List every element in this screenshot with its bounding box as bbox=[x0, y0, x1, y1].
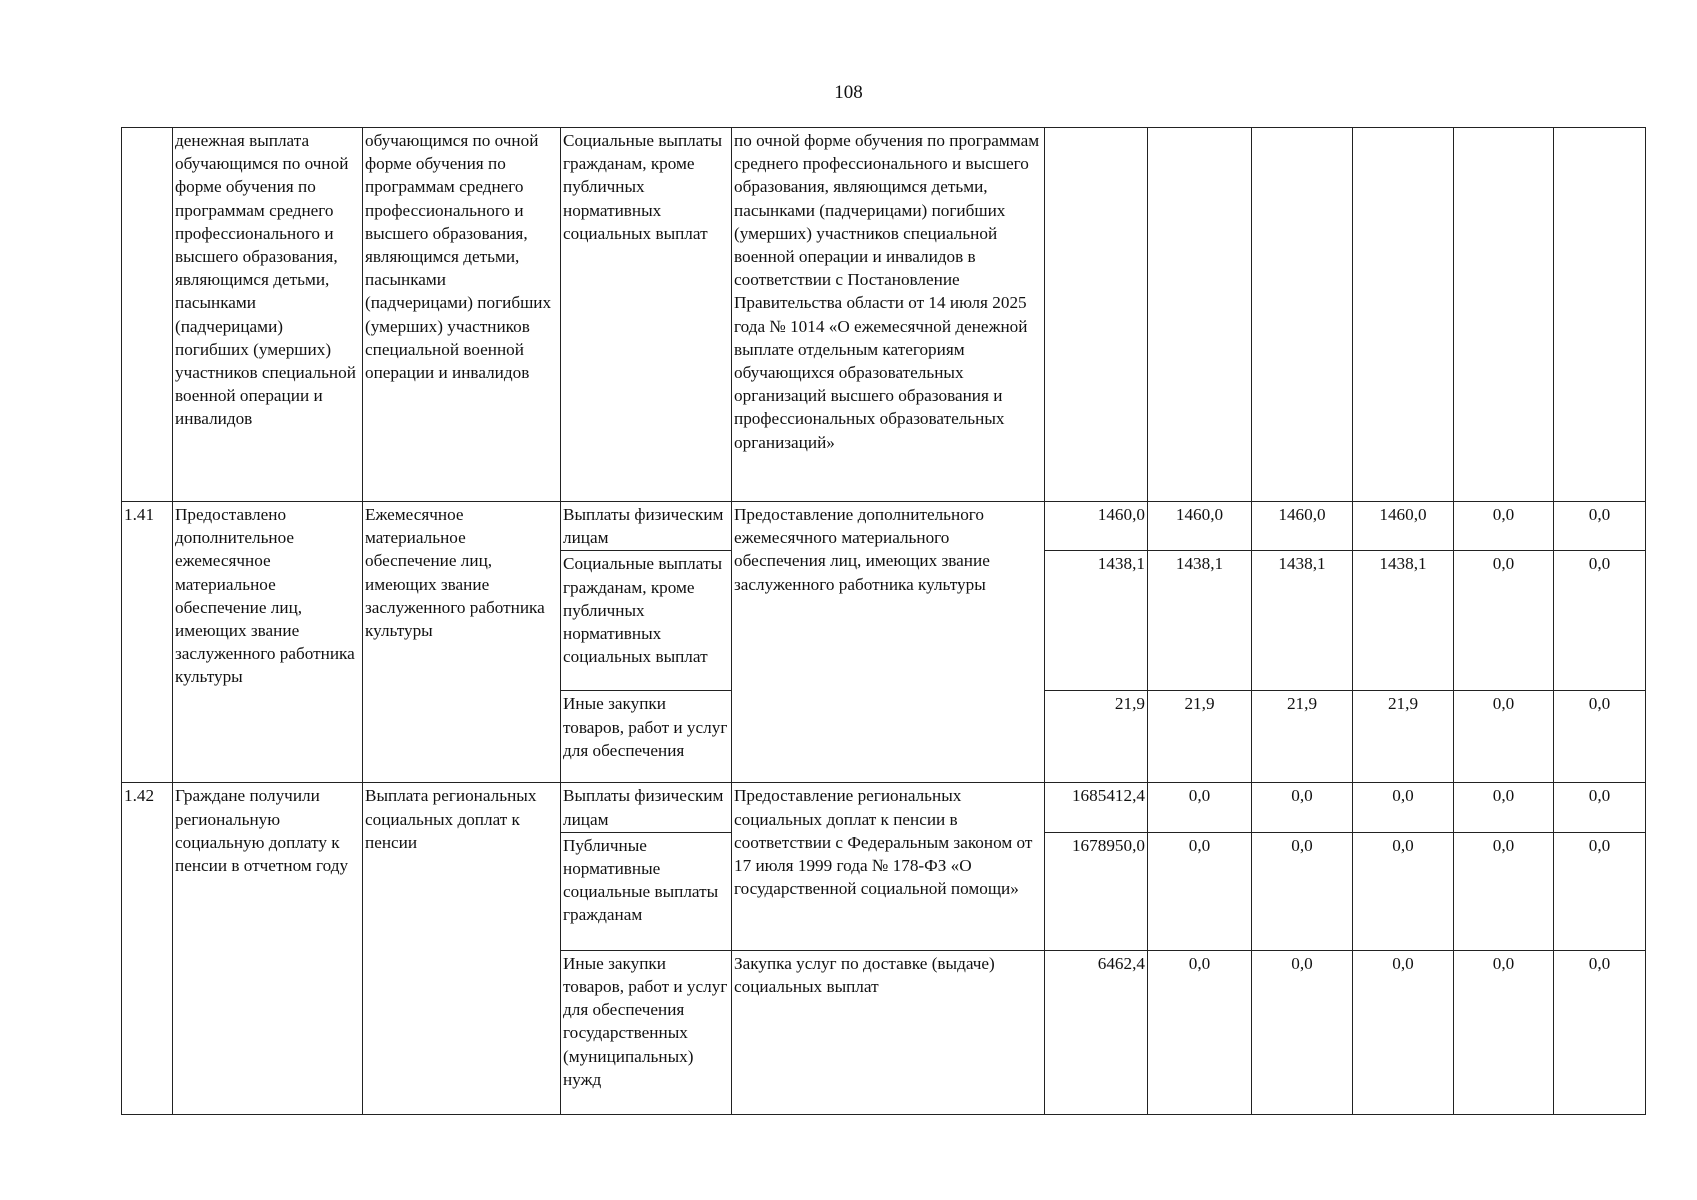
value-cell: 1438,1 bbox=[1148, 551, 1252, 691]
value-cell: 1460,0 bbox=[1045, 502, 1148, 551]
value-cell: 21,9 bbox=[1148, 691, 1252, 783]
value-cell: 0,0 bbox=[1554, 502, 1646, 551]
row-number: 1.41 bbox=[122, 502, 173, 783]
value-cell: 0,0 bbox=[1148, 783, 1252, 832]
value-cell: 1460,0 bbox=[1252, 502, 1353, 551]
value-cell: 0,0 bbox=[1554, 783, 1646, 832]
description-cell: Закупка услуг по доставке (выдаче) социальных выплат bbox=[732, 950, 1045, 1114]
value-cell: 0,0 bbox=[1252, 950, 1353, 1114]
value-cell: 0,0 bbox=[1353, 832, 1454, 950]
expense-type-cell: Социальные выплаты гражданам, кроме публичных нормативных социальных выплат bbox=[561, 551, 732, 691]
value-cell: 21,9 bbox=[1252, 691, 1353, 783]
value-cell: 0,0 bbox=[1454, 502, 1554, 551]
description-cell: по очной форме обучения по программам среднего профессионального и высшего образования, являющимся детьми, пасынками (падчерицами) погибших (умерших) участников специальной военной операции и инвалидов в соответствии с Постановление Правительства области от 14 июля 2025 года № 1014 «О ежемесячной денежной выплате отдельным категориям обучающихся образовательных организаций высшего образования и профессиональных образовательных организаций» bbox=[732, 128, 1045, 502]
row-number bbox=[122, 128, 173, 502]
expense-type-cell: Выплаты физическим лицам bbox=[561, 502, 732, 551]
value-cell: 0,0 bbox=[1148, 950, 1252, 1114]
value-cell: 1460,0 bbox=[1148, 502, 1252, 551]
value-cell: 0,0 bbox=[1554, 832, 1646, 950]
value-cell: 1438,1 bbox=[1252, 551, 1353, 691]
expense-type-cell: Социальные выплаты гражданам, кроме публичных нормативных социальных выплат bbox=[561, 128, 732, 502]
expense-type-cell: Публичные нормативные социальные выплаты гражданам bbox=[561, 832, 732, 950]
value-cell: 0,0 bbox=[1554, 691, 1646, 783]
row-number: 1.42 bbox=[122, 783, 173, 1114]
value-cell: 0,0 bbox=[1353, 783, 1454, 832]
value-cell: 0,0 bbox=[1252, 832, 1353, 950]
expense-type-cell: Иные закупки товаров, работ и услуг для обеспечения bbox=[561, 691, 732, 783]
measure-cell: Ежемесячное материальное обеспечение лиц, имеющих звание заслуженного работника культуры bbox=[363, 502, 561, 783]
value-cell: 1438,1 bbox=[1353, 551, 1454, 691]
value-cell: 0,0 bbox=[1454, 832, 1554, 950]
description-cell: Предоставление региональных социальных доплат к пенсии в соответствии с Федеральным законом от 17 июля 1999 года № 178-ФЗ «О государственной социальной помощи» bbox=[732, 783, 1045, 950]
result-cell: денежная выплата обучающимся по очной форме обучения по программам среднего профессионального и высшего образования, являющимся детьми, пасынками (падчерицами) погибших (умерших) участников специальной военной операции и инвалидов bbox=[173, 128, 363, 502]
value-cell: 1438,1 bbox=[1045, 551, 1148, 691]
value-cell: 0,0 bbox=[1454, 783, 1554, 832]
value-cell: 0,0 bbox=[1454, 691, 1554, 783]
value-cell: 21,9 bbox=[1045, 691, 1148, 783]
table-row-continuation bbox=[122, 128, 1646, 502]
value-cell: 0,0 bbox=[1252, 783, 1353, 832]
expense-type-cell: Выплаты физическим лицам bbox=[561, 783, 732, 832]
value-cell: 1685412,4 bbox=[1045, 783, 1148, 832]
value-cell: 1460,0 bbox=[1353, 502, 1454, 551]
value-cell: 0,0 bbox=[1148, 832, 1252, 950]
result-cell: Граждане получили региональную социальную доплату к пенсии в отчетном году bbox=[173, 783, 363, 1114]
value-cell: 0,0 bbox=[1353, 950, 1454, 1114]
value-cell: 0,0 bbox=[1454, 551, 1554, 691]
value-cell: 0,0 bbox=[1554, 551, 1646, 691]
page-number: 108 bbox=[834, 82, 863, 103]
table-row-1-41 bbox=[122, 502, 1646, 551]
result-cell: Предоставлено дополнительное ежемесячное материальное обеспечение лиц, имеющих звание заслуженного работника культуры bbox=[173, 502, 363, 783]
budget-table bbox=[121, 127, 1646, 1115]
expense-type-cell: Иные закупки товаров, работ и услуг для обеспечения государственных (муниципальных) нужд bbox=[561, 950, 732, 1114]
value-cell: 0,0 bbox=[1554, 950, 1646, 1114]
value-cell: 6462,4 bbox=[1045, 950, 1148, 1114]
table-row-1-42 bbox=[122, 783, 1646, 832]
description-cell: Предоставление дополнительного ежемесячного материального обеспечения лиц, имеющих звание заслуженного работника культуры bbox=[732, 502, 1045, 783]
value-cell: 21,9 bbox=[1353, 691, 1454, 783]
measure-cell: обучающимся по очной форме обучения по программам среднего профессионального и высшего образования, являющимся детьми, пасынками (падчерицами) погибших (умерших) участников специальной военной операции и инвалидов bbox=[363, 128, 561, 502]
measure-cell: Выплата региональных социальных доплат к пенсии bbox=[363, 783, 561, 1114]
value-cell: 0,0 bbox=[1454, 950, 1554, 1114]
value-cell: 1678950,0 bbox=[1045, 832, 1148, 950]
